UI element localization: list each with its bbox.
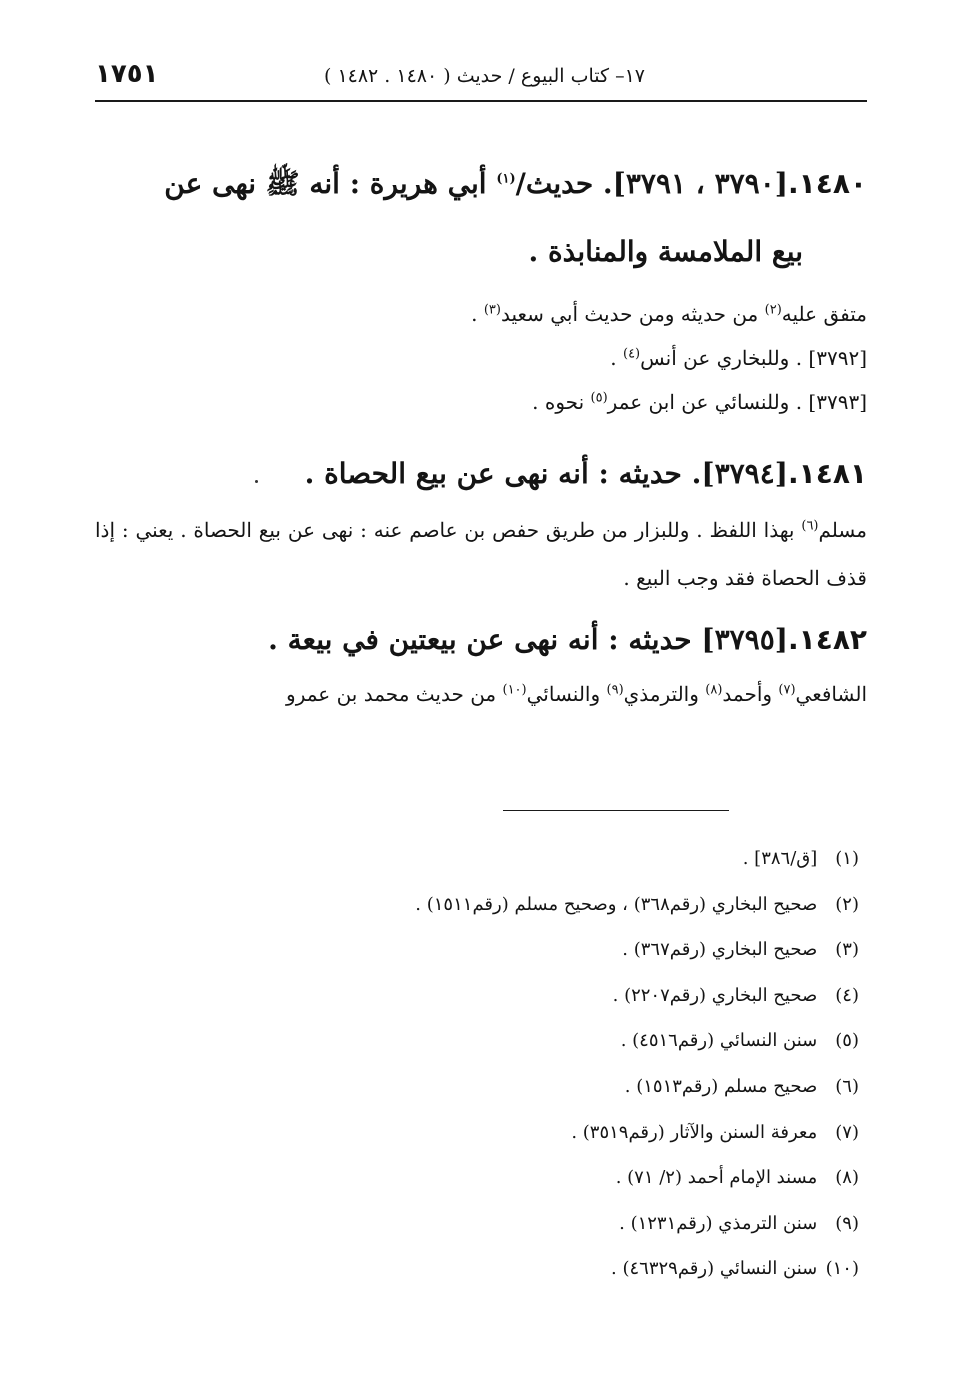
hadith-heading-text: أبي هريرة : أنه ﷺ نهى عن <box>164 167 497 200</box>
footnote-number: (٨) <box>835 1167 859 1189</box>
footnote-text: صحيح البخاري (رقم٢٢٠٧) . <box>612 984 818 1006</box>
footnote-number: (٣) <box>835 939 859 961</box>
hadith-heading-text: . حديث/ <box>515 167 613 200</box>
hadith-heading-text: حديثه : أنه نهى عن بيعتين في بيعة . <box>268 623 702 656</box>
footnote-item <box>139 882 859 928</box>
hadith-ref: [٣٧٩٥] <box>701 623 788 656</box>
running-title: ١٧– كتاب البيوع / حديث ( ١٤٨٠ . ١٤٨٢ ) <box>323 65 645 87</box>
takhrij-text: بهذا اللفظ . وللبزار من طريق حفص بن عاصم عنه : نهى عن بيع الحصاة . يعني : إذا قذف الحصاة فقد وجب البيع . <box>95 518 867 590</box>
takhrij-text: وأحمد <box>722 682 779 706</box>
footnote-ref: (٧) <box>778 682 796 698</box>
footnote-ref: (١٠) <box>502 682 527 698</box>
footnote-ref: (٥) <box>590 390 608 406</box>
footnote-text: صحيح مسلم (رقم١٥١٣) . <box>624 1075 818 1097</box>
takhrij-text: مسلم <box>818 518 867 542</box>
takhrij-text: الشافعي <box>795 682 867 706</box>
running-header <box>95 58 867 94</box>
takhrij-paragraph <box>95 506 867 602</box>
hadith-heading-line2: بيع الملامسة والمنابذة . <box>528 235 803 268</box>
hadith-1482-heading <box>95 608 867 672</box>
footnote-text: سنن النسائي (رقم٤٥١٦) . <box>620 1030 818 1052</box>
footnote-item <box>139 1246 859 1292</box>
footnote-item <box>139 1064 859 1110</box>
hadith-number: ١٤٨١. <box>788 457 867 490</box>
footnote-item <box>139 1018 859 1064</box>
footnote-item <box>139 1110 859 1156</box>
footnote-text: صحيح البخاري (رقم٣٦٨) ، وصحيح مسلم (رقم١٥١١) . <box>415 893 818 915</box>
footnote-text: سنن النسائي (رقم٤٦٣٢٩) . <box>611 1258 818 1280</box>
book-page <box>95 0 867 1386</box>
takhrij-text: نحوه . <box>532 390 591 414</box>
footnote-separator <box>503 810 729 811</box>
hadith-number: ١٤٨٠. <box>788 167 867 200</box>
takhrij-text: . <box>610 346 623 370</box>
footnote-ref: (٢) <box>764 302 782 318</box>
takhrij-line <box>95 336 867 380</box>
takhrij-line <box>95 672 867 716</box>
takhrij-text: متفق عليه <box>781 302 867 326</box>
takhrij-line <box>95 292 867 336</box>
footnote-number: (٦) <box>835 1075 859 1097</box>
footnote-ref: (٦) <box>801 518 819 534</box>
footnote-text: [ق/٣٨٦] . <box>742 848 818 869</box>
footnote-number: (٥) <box>835 1030 859 1052</box>
footnote-ref: (٤) <box>622 346 641 362</box>
footnote-text: صحيح البخاري (رقم٣٦٧) . <box>622 939 818 961</box>
hadith-ref: [٣٧٩٠ ، ٣٧٩١] <box>612 167 788 200</box>
footnote-number: (١٠) <box>825 1258 859 1280</box>
takhrij-text: والنسائي <box>526 682 607 706</box>
footnote-number: (٢) <box>835 893 859 915</box>
page-body <box>95 150 867 716</box>
takhrij-text: [٣٧٩٢] . وللبخاري عن أنس <box>640 346 867 370</box>
hadith-number: ١٤٨٢. <box>788 623 867 656</box>
footnote-item <box>139 973 859 1019</box>
footnote-number: (٧) <box>835 1121 859 1143</box>
footnote-text: سنن الترمذي (رقم١٢٣١) . <box>619 1212 818 1234</box>
footnote-ref: (١) <box>496 171 516 187</box>
hadith-1480-heading <box>95 150 867 286</box>
hadith-ref: [٣٧٩٤] <box>701 457 788 490</box>
footnote-ref: (٨) <box>705 682 723 698</box>
spacer <box>95 424 867 442</box>
hadith-1481-heading <box>95 442 867 506</box>
header-rule <box>95 100 867 102</box>
footnote-number: (٤) <box>835 984 859 1006</box>
page-number: ١٧٥١ <box>95 59 159 89</box>
footnote-number: (٩) <box>835 1212 859 1234</box>
footnote-text: معرفة السنن والآثار (رقم٣٥١٩) . <box>571 1121 818 1143</box>
takhrij-line <box>95 380 867 424</box>
footnote-item <box>139 1155 859 1201</box>
hadith-heading-text: . حديثه : أنه نهى عن بيع الحصاة . <box>304 457 702 490</box>
footnote-text: مسند الإمام أحمد (٢/ ٧١) . <box>615 1167 818 1189</box>
footnote-ref: (٣) <box>483 302 501 318</box>
takhrij-text: [٣٧٩٣] . وللنسائي عن ابن عمر <box>607 390 867 414</box>
takhrij-text: من حديث محمد بن عمرو <box>286 682 503 706</box>
footnote-ref: (٩) <box>606 682 624 698</box>
footnote-number: (١) <box>835 848 859 869</box>
takhrij-text: من حديثه ومن حديث أبي سعيد <box>500 302 765 326</box>
takhrij-text: . <box>471 302 484 326</box>
footnote-item <box>139 836 859 882</box>
takhrij-text: والترمذي <box>623 682 706 706</box>
footnotes <box>139 836 859 1292</box>
footnote-item <box>139 927 859 973</box>
footnote-item <box>139 1201 859 1247</box>
